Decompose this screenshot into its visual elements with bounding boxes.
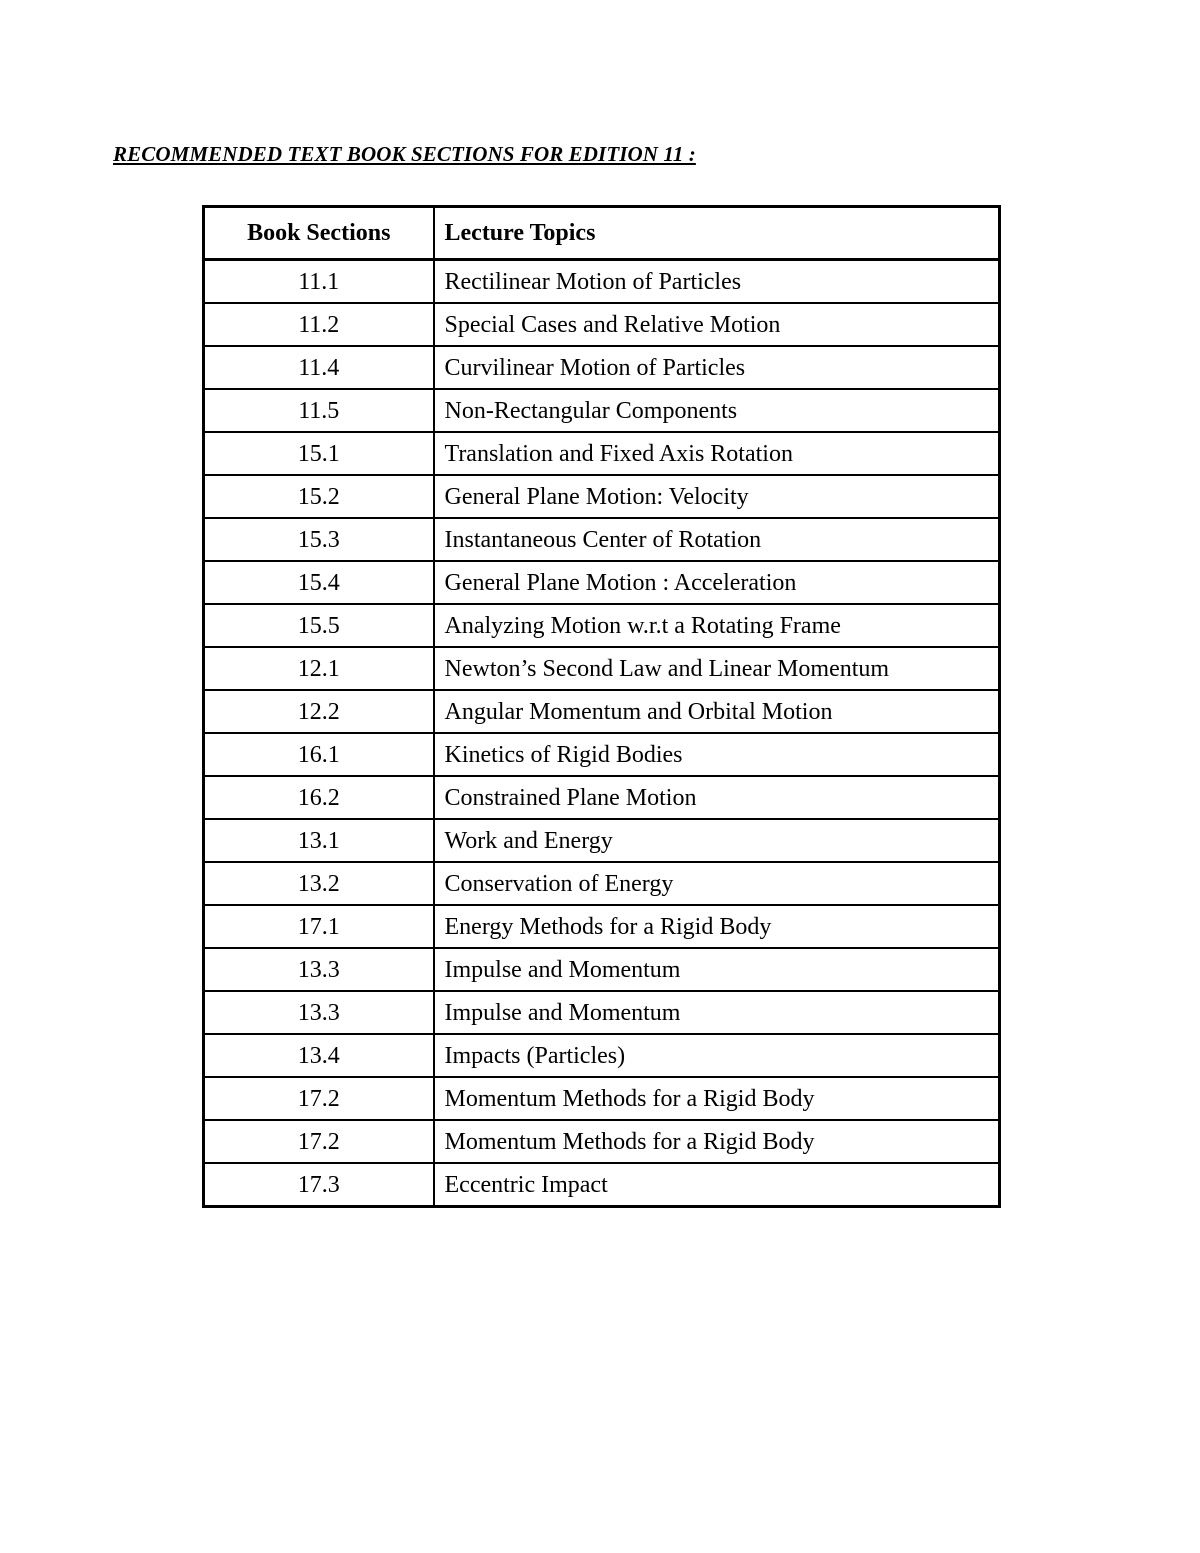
table-header-row <box>204 207 1000 260</box>
table-row <box>204 991 1000 1034</box>
table-body <box>204 260 1000 1207</box>
cell-book-section: 13.4 <box>204 1034 434 1077</box>
cell-book-section: 15.3 <box>204 518 434 561</box>
cell-lecture-topic: Constrained Plane Motion <box>434 776 1000 819</box>
cell-lecture-topic: Kinetics of Rigid Bodies <box>434 733 1000 776</box>
cell-lecture-topic: Conservation of Energy <box>434 862 1000 905</box>
cell-lecture-topic: Analyzing Motion w.r.t a Rotating Frame <box>434 604 1000 647</box>
cell-lecture-topic: Momentum Methods for a Rigid Body <box>434 1077 1000 1120</box>
cell-lecture-topic: Energy Methods for a Rigid Body <box>434 905 1000 948</box>
cell-book-section: 12.1 <box>204 647 434 690</box>
cell-book-section: 17.3 <box>204 1163 434 1207</box>
cell-lecture-topic: Impacts (Particles) <box>434 1034 1000 1077</box>
table-row <box>204 389 1000 432</box>
table-row <box>204 948 1000 991</box>
table-row <box>204 1077 1000 1120</box>
table-row <box>204 432 1000 475</box>
cell-book-section: 13.2 <box>204 862 434 905</box>
cell-book-section: 11.4 <box>204 346 434 389</box>
table-row <box>204 561 1000 604</box>
table-row <box>204 518 1000 561</box>
table-row <box>204 819 1000 862</box>
cell-lecture-topic: Translation and Fixed Axis Rotation <box>434 432 1000 475</box>
table-row <box>204 475 1000 518</box>
table-row <box>204 1120 1000 1163</box>
table-row <box>204 905 1000 948</box>
cell-lecture-topic: Non-Rectangular Components <box>434 389 1000 432</box>
cell-lecture-topic: Newton’s Second Law and Linear Momentum <box>434 647 1000 690</box>
cell-lecture-topic: Impulse and Momentum <box>434 948 1000 991</box>
sections-table <box>202 205 1001 1208</box>
table-row <box>204 260 1000 304</box>
cell-lecture-topic: Impulse and Momentum <box>434 991 1000 1034</box>
cell-book-section: 13.3 <box>204 991 434 1034</box>
table-row <box>204 862 1000 905</box>
header-book-sections: Book Sections <box>204 207 434 260</box>
cell-book-section: 17.1 <box>204 905 434 948</box>
cell-book-section: 16.2 <box>204 776 434 819</box>
table-row <box>204 690 1000 733</box>
page-heading: RECOMMENDED TEXT BOOK SECTIONS FOR EDITION 11 : <box>113 142 696 166</box>
cell-book-section: 17.2 <box>204 1120 434 1163</box>
cell-lecture-topic: General Plane Motion: Velocity <box>434 475 1000 518</box>
table-row <box>204 1163 1000 1207</box>
cell-lecture-topic: Rectilinear Motion of Particles <box>434 260 1000 304</box>
table-row <box>204 346 1000 389</box>
cell-book-section: 15.2 <box>204 475 434 518</box>
cell-book-section: 16.1 <box>204 733 434 776</box>
cell-book-section: 15.5 <box>204 604 434 647</box>
table-row <box>204 1034 1000 1077</box>
cell-book-section: 11.5 <box>204 389 434 432</box>
cell-lecture-topic: Special Cases and Relative Motion <box>434 303 1000 346</box>
cell-lecture-topic: Momentum Methods for a Rigid Body <box>434 1120 1000 1163</box>
cell-lecture-topic: Curvilinear Motion of Particles <box>434 346 1000 389</box>
cell-book-section: 12.2 <box>204 690 434 733</box>
table-row <box>204 303 1000 346</box>
cell-book-section: 13.3 <box>204 948 434 991</box>
cell-book-section: 11.1 <box>204 260 434 304</box>
cell-book-section: 17.2 <box>204 1077 434 1120</box>
table-row <box>204 604 1000 647</box>
cell-lecture-topic: Eccentric Impact <box>434 1163 1000 1207</box>
cell-book-section: 13.1 <box>204 819 434 862</box>
cell-lecture-topic: Work and Energy <box>434 819 1000 862</box>
cell-lecture-topic: General Plane Motion : Acceleration <box>434 561 1000 604</box>
table-row <box>204 647 1000 690</box>
table-row <box>204 733 1000 776</box>
cell-book-section: 15.1 <box>204 432 434 475</box>
table-row <box>204 776 1000 819</box>
cell-lecture-topic: Instantaneous Center of Rotation <box>434 518 1000 561</box>
header-lecture-topics: Lecture Topics <box>434 207 1000 260</box>
cell-book-section: 15.4 <box>204 561 434 604</box>
cell-book-section: 11.2 <box>204 303 434 346</box>
cell-lecture-topic: Angular Momentum and Orbital Motion <box>434 690 1000 733</box>
